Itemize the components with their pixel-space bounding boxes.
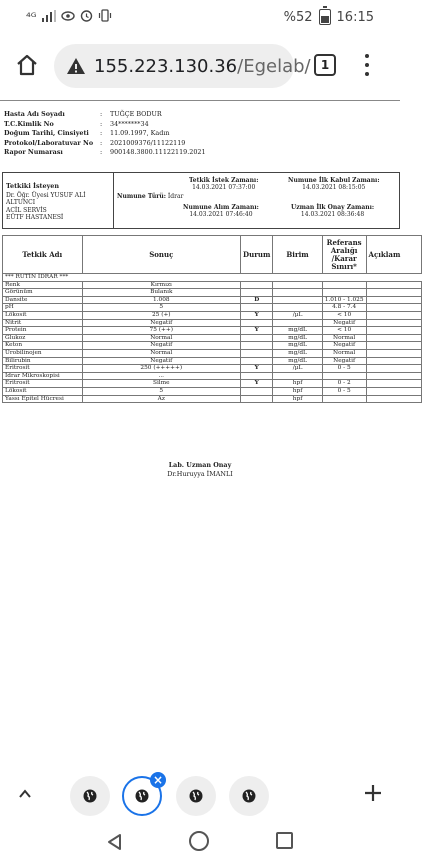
cell-status: [241, 395, 273, 403]
cell-test: pH: [3, 304, 83, 312]
signature-block: [0, 461, 400, 479]
battery-percent: %52: [283, 9, 313, 25]
requester-line: ACİL SERVİS: [6, 206, 47, 214]
cell-result: Silme: [82, 380, 241, 388]
cell-unit: [273, 296, 322, 304]
cell-unit: mg/dL: [273, 327, 322, 335]
requester-label: Tetkiki İsteyen: [6, 182, 60, 190]
cell-test: İdrar Mikroskopisi: [3, 372, 83, 380]
cell-status: [241, 372, 273, 380]
cell-status: [241, 304, 273, 312]
cell-unit: /µL: [273, 365, 322, 373]
cell-result: ...: [82, 372, 241, 380]
patient-row: Protokol/Laboratuvar No : 2021009376/11122119: [4, 138, 186, 147]
table-row: [3, 342, 422, 350]
cell-test: Eritrosit: [3, 380, 83, 388]
patient-value: 34*******34: [110, 119, 149, 128]
cell-status: [241, 342, 273, 350]
table-row: [3, 387, 422, 395]
cell-result: 250 (+++++): [82, 365, 241, 373]
sample-time-value: 14.03.2021 07:46:40: [189, 211, 253, 218]
cell-ref: 0 - 5: [322, 365, 366, 373]
approval-label: Uzman İlk Onay Zamanı:: [291, 204, 375, 211]
cell-test: Keton: [3, 342, 83, 350]
new-tab-icon[interactable]: [362, 782, 384, 804]
cell-unit: hpf: [273, 380, 322, 388]
cell-ref: 1.010 - 1.025: [322, 296, 366, 304]
results-table: [2, 235, 422, 403]
patient-label: Doğum Tarihi, Cinsiyeti: [4, 129, 89, 138]
patient-value: 2021009376/11122119: [110, 138, 186, 147]
globe-icon: [83, 789, 97, 803]
report-viewport[interactable]: [0, 96, 400, 770]
cell-status: [241, 319, 273, 327]
cell-unit: [273, 319, 322, 327]
system-nav-bar: [0, 820, 400, 866]
browser-toolbar: [0, 40, 400, 90]
first-accept-value: 14.03.2021 08:15:05: [302, 184, 366, 191]
alarm-icon: [80, 9, 93, 25]
tab-thumbnail[interactable]: [176, 776, 216, 816]
cell-unit: mg/dL: [273, 334, 322, 342]
cell-status: Y: [241, 365, 273, 373]
table-row: [3, 311, 422, 319]
patient-row: Rapor Numarası : 900148.3800.11122119.2021: [4, 148, 206, 157]
patient-label: Protokol/Laboratuvar No: [4, 138, 94, 147]
first-accept-time: [288, 177, 380, 191]
patient-value: 11.09.1997, Kadın: [110, 129, 170, 138]
patient-value: 900148.3800.11122119.2021: [110, 148, 206, 157]
cell-note: [366, 365, 421, 373]
home-icon[interactable]: [14, 52, 40, 78]
section-row: [3, 274, 422, 282]
col-header-unit: Birim: [273, 236, 322, 274]
table-row: [3, 334, 422, 342]
col-header-ref: Referans Aralığı /Karar Sınırı*: [322, 236, 366, 274]
table-row: [3, 349, 422, 357]
cell-status: Y: [241, 327, 273, 335]
cell-note: [366, 395, 421, 403]
cell-status: [241, 281, 273, 289]
cell-unit: hpf: [273, 395, 322, 403]
cell-status: Y: [241, 311, 273, 319]
table-row: [3, 289, 422, 297]
table-row: [3, 372, 422, 380]
patient-info: [4, 110, 206, 158]
section-title: *** RUTİN İDRAR ***: [3, 274, 422, 282]
requester: [6, 183, 85, 222]
cell-note: [366, 296, 421, 304]
cell-unit: [273, 304, 322, 312]
sample-time-label: Numune Alım Zamanı:: [183, 204, 259, 211]
cell-test: Bilirubin: [3, 357, 83, 365]
cell-result: 1.008: [82, 296, 241, 304]
request-time-label: Tetkik İstek Zamanı:: [189, 177, 259, 184]
signature-title: Lab. Uzman Onay: [168, 461, 232, 469]
cell-note: [366, 281, 421, 289]
cell-status: Y: [241, 380, 273, 388]
cell-ref: Negatif: [322, 319, 366, 327]
url-path: /Egelab/: [237, 55, 311, 77]
cell-ref: Normal: [322, 349, 366, 357]
table-row: [3, 380, 422, 388]
table-row: [3, 304, 422, 312]
cell-status: D: [241, 296, 273, 304]
signal-icon: ⁴ᴳ: [26, 10, 37, 24]
cell-test: Glukoz: [3, 334, 83, 342]
table-header-row: [3, 236, 422, 274]
col-header-status: Durum: [241, 236, 273, 274]
patient-label: Hasta Adı Soyadı: [4, 110, 65, 118]
cell-status: [241, 289, 273, 297]
cell-result: 5: [82, 387, 241, 395]
clock: 16:15: [336, 9, 374, 25]
request-time-value: 14.03.2021 07:37:00: [192, 184, 256, 191]
cell-ref: [322, 395, 366, 403]
status-bar: [0, 0, 400, 34]
cell-unit: mg/dL: [273, 349, 322, 357]
cell-note: [366, 342, 421, 350]
home-nav-icon[interactable]: [189, 831, 209, 851]
patient-row: Doğum Tarihi, Cinsiyeti : 11.09.1997, Kadın: [4, 129, 170, 138]
recent-apps-icon[interactable]: [276, 832, 293, 849]
cell-ref: Normal: [322, 334, 366, 342]
sample-type: [117, 193, 183, 200]
table-row: [3, 319, 422, 327]
cell-ref: < 10: [322, 311, 366, 319]
cell-note: [366, 357, 421, 365]
cell-ref: 4.8 - 7.4: [322, 304, 366, 312]
cell-ref: Negatif: [322, 357, 366, 365]
cell-result: Normal: [82, 349, 241, 357]
table-row: [3, 395, 422, 403]
col-header-result: Sonuç: [82, 236, 241, 274]
cell-test: Dansite: [3, 296, 83, 304]
signal-bars-icon: [42, 10, 56, 25]
cell-ref: [322, 289, 366, 297]
close-tab-icon[interactable]: ×: [150, 772, 166, 788]
globe-icon: [135, 789, 149, 803]
cell-ref: 0 - 5: [322, 387, 366, 395]
cell-result: Negatif: [82, 342, 241, 350]
request-info-box: [2, 172, 400, 229]
first-accept-label: Numune İlk Kabul Zamanı:: [288, 177, 380, 184]
cell-note: [366, 289, 421, 297]
approval-time: [291, 204, 374, 218]
cell-unit: hpf: [273, 387, 322, 395]
tab-count-button[interactable]: 1: [314, 54, 336, 76]
table-row: [3, 296, 422, 304]
tab-thumbnail[interactable]: [229, 776, 269, 816]
globe-icon: [189, 789, 203, 803]
cell-status: [241, 357, 273, 365]
globe-icon: [242, 789, 256, 803]
requester-line: EÜTF HASTANESİ: [6, 214, 64, 222]
cell-test: Eritrosit: [3, 365, 83, 373]
table-body: [3, 274, 422, 403]
status-left: [26, 9, 112, 25]
cell-status: [241, 334, 273, 342]
cell-unit: [273, 372, 322, 380]
requester-line: Dr. Öğr. Üyesi YUSUF ALİ: [6, 191, 86, 199]
patient-label: T.C.Kimlik No: [4, 119, 54, 128]
cell-status: [241, 349, 273, 357]
cell-result: 75 (++): [82, 327, 241, 335]
signature-name: Dr.Huruyya İMANLI: [167, 470, 233, 478]
cell-ref: Negatif: [322, 342, 366, 350]
cell-note: [366, 327, 421, 335]
cell-result: Negatif: [82, 319, 241, 327]
patient-row: T.C.Kimlik No : 34*******34: [4, 119, 149, 128]
col-header-test: Tetkik Adı: [3, 236, 83, 274]
tab-switcher-bar: [0, 770, 400, 820]
cell-result: 5: [82, 304, 241, 312]
cell-note: [366, 319, 421, 327]
cell-ref: 0 - 2: [322, 380, 366, 388]
cell-result: Normal: [82, 334, 241, 342]
cell-note: [366, 349, 421, 357]
cell-unit: mg/dL: [273, 342, 322, 350]
address-bar[interactable]: [54, 44, 311, 88]
vibrate-icon: [98, 9, 112, 25]
tab-thumbnail-active[interactable]: [122, 773, 164, 816]
battery-icon: [319, 9, 331, 25]
cell-test: Ürobilinojen: [3, 349, 83, 357]
cell-test: Görünüm: [3, 289, 83, 297]
cell-test: Lökosit: [3, 387, 83, 395]
sample-type-value: İdrar: [167, 193, 184, 200]
cell-unit: mg/dL: [273, 357, 322, 365]
cell-test: Protein: [3, 327, 83, 335]
approval-value: 14.03.2021 08:36:48: [300, 211, 365, 218]
col-header-note: Açıklam: [366, 236, 421, 274]
cell-note: [366, 334, 421, 342]
cell-note: [366, 372, 421, 380]
eye-icon: [61, 10, 75, 25]
chevron-up-icon[interactable]: [18, 786, 32, 800]
sample-type-label: Numune Türü:: [117, 193, 166, 200]
table-row: [3, 357, 422, 365]
more-menu-icon[interactable]: [362, 52, 372, 78]
cell-unit: /µL: [273, 311, 322, 319]
cell-result: Negatif: [82, 357, 241, 365]
table-row: [3, 327, 422, 335]
cell-note: [366, 304, 421, 312]
cell-status: [241, 387, 273, 395]
cell-result: Bulanık: [82, 289, 241, 297]
cell-unit: [273, 281, 322, 289]
table-row: [3, 365, 422, 373]
sample-time: [183, 204, 259, 218]
url-host: 155.223.130.36: [94, 55, 238, 77]
info-divider: [113, 173, 114, 228]
cell-ref: < 10: [322, 327, 366, 335]
request-time: [189, 177, 258, 191]
url-text[interactable]: [94, 56, 311, 77]
requester-line: ALTUNCI: [6, 199, 36, 207]
cell-test: Nitrit: [3, 319, 83, 327]
warning-icon[interactable]: [66, 56, 86, 76]
cell-result: Az: [82, 395, 241, 403]
tab-thumbnail[interactable]: [70, 776, 110, 816]
cell-note: [366, 311, 421, 319]
cell-result: 25 (+): [82, 311, 241, 319]
patient-value: TUĞÇE BODUR: [110, 110, 162, 118]
cell-note: [366, 387, 421, 395]
cell-test: Lökosit: [3, 311, 83, 319]
cell-test: Renk: [3, 281, 83, 289]
cell-note: [366, 380, 421, 388]
patient-row: Hasta Adı Soyadı : TUĞÇE BODUR: [4, 110, 162, 118]
report-sheet: [0, 96, 420, 770]
cell-result: Kırmızı: [82, 281, 241, 289]
cell-ref: [322, 372, 366, 380]
cell-unit: [273, 289, 322, 297]
status-right: [284, 9, 374, 25]
cell-ref: [322, 281, 366, 289]
top-divider: [0, 100, 400, 101]
cell-test: Yassı Epitel Hücresi: [3, 395, 83, 403]
back-icon[interactable]: [105, 832, 125, 852]
patient-label: Rapor Numarası: [4, 148, 63, 157]
table-row: [3, 281, 422, 289]
